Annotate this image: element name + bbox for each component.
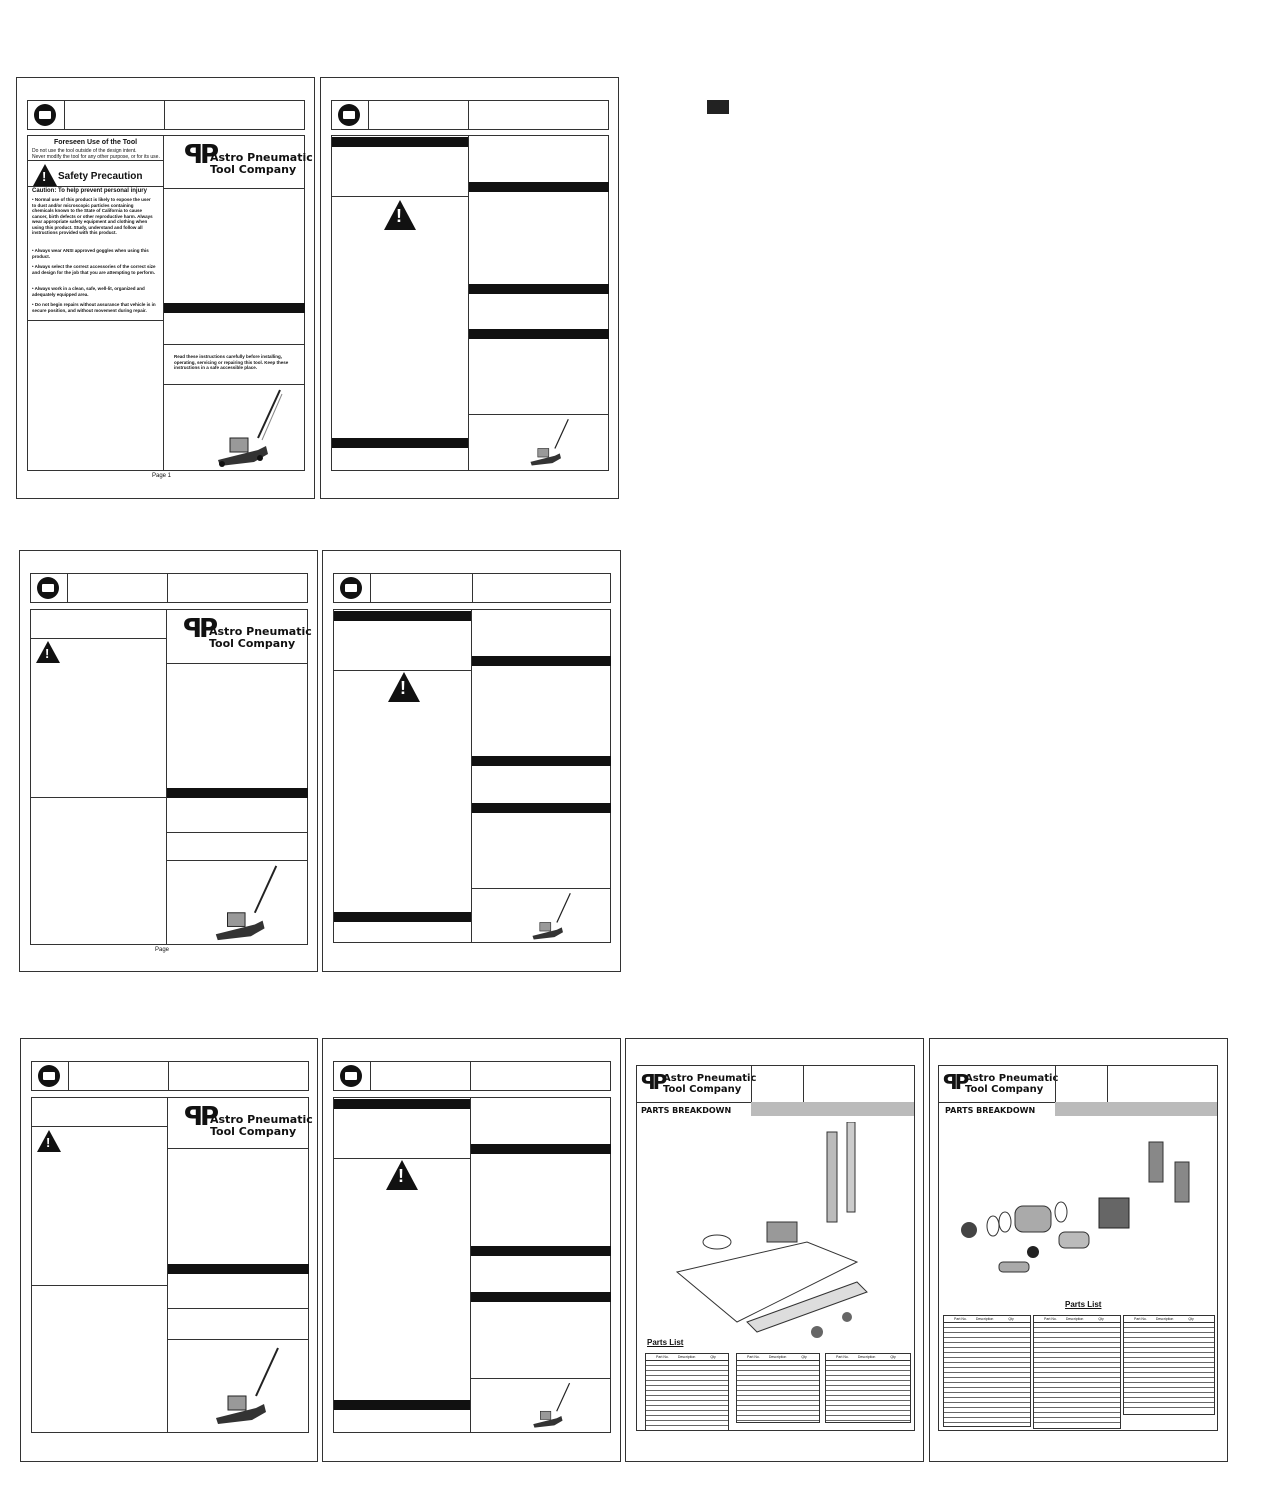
parts-table [943,1315,1031,1427]
col-part-no: Part No. [954,1317,967,1321]
page-body [27,135,313,471]
warning-icon [37,1130,61,1152]
col-part-no: Part No. [747,1355,760,1359]
parts-table [825,1353,911,1423]
caution-text: Caution: To help prevent personal injury [32,188,147,194]
parts-table [1123,1315,1215,1415]
page-number: Page 1 [152,473,172,479]
safety-bullet: • Do not begin repairs without assurance that vehicle is in secure position, and without movement during repair. [32,302,156,313]
black-marker-block [707,100,729,114]
safety-bullet: • Always work in a clean, safe, well-lit, organized and adequately equipped area. [32,286,145,297]
parts-body [636,1065,915,1431]
col-part-no: Part No. [1044,1317,1057,1321]
parts-breakdown-page-1 [625,1038,924,1462]
manual-page-5 [20,1038,318,1462]
warning-icon [36,641,60,663]
floor-jack-image [211,864,283,944]
col-description: Description [857,1355,876,1359]
col-description: Description [677,1355,696,1359]
company-logo: ꟼP Astro Pneumatic Tool Company [183,614,312,650]
parts-breakdown-title: PARTS BREAKDOWN [641,1106,732,1115]
company-logo: ꟼP Astro Pneumatic Tool Company [641,1070,757,1095]
col-part-no: Part No. [836,1355,849,1359]
warning-icon [386,1160,418,1190]
parts-table [736,1353,820,1423]
page-header [331,100,609,130]
read-instructions-note: Read these instructions carefully before installing, operating, servicing or repairing this tool. Keep these instructions in a safe accessible place. [174,354,289,370]
safety-bullet: • Always wear ANSI approved goggles when using this product. [32,248,149,259]
col-part-no: Part No. [656,1355,669,1359]
manual-book-icon [37,577,59,599]
col-part-no: Part No. [1134,1317,1147,1321]
page-header [333,573,611,603]
page-body [333,1097,611,1433]
parts-table [1033,1315,1121,1429]
floor-jack-image [214,388,286,470]
floor-jack-image [212,1344,284,1430]
col-qty: Qty [1188,1317,1194,1321]
page-header [31,1061,309,1091]
foreseen-use-title: Foreseen Use of the Tool [53,139,138,146]
manual-page-3 [19,550,318,972]
manual-page-6 [322,1038,621,1462]
manual-book-icon [340,1065,362,1087]
col-qty: Qty [890,1355,896,1359]
company-logo: ꟼP Astro Pneumatic Tool Company [943,1070,1059,1095]
pump-exploded-diagram [949,1122,1211,1292]
warning-icon [384,200,416,230]
warning-icon [388,672,420,702]
manual-book-icon [338,104,360,126]
foreseen-use-line: Do not use the tool outside of the design intent. [32,148,137,154]
floor-jack-image [530,892,574,942]
jack-exploded-diagram [657,1122,907,1352]
company-logo: ꟼP Astro Pneumatic Tool Company [184,140,313,176]
col-qty: Qty [710,1355,716,1359]
floor-jack-image [528,418,572,468]
page-body [333,609,611,943]
safety-bullet: • Normal use of this product is likely to expose the user to dust and/or microscopic particles containing chemicals known to the State of California to cause cancer, birth defects or other reproductive harm. Always wear appropriate safety equipment and clothing when using this product. Study, understand and follow all instructions provided with this product. [32,197,153,235]
floor-jack-image [530,1382,574,1430]
parts-table [645,1353,729,1431]
safety-bullet: • Always select the correct accessories of the correct size and design for the job that you are attempting to perform. [32,264,156,275]
page-body [331,135,609,471]
manual-page-4 [322,550,621,972]
manual-book-icon [340,577,362,599]
col-description: Description [1155,1317,1174,1321]
parts-body [938,1065,1218,1431]
manual-book-icon [38,1065,60,1087]
col-qty: Qty [1008,1317,1014,1321]
parts-breakdown-page-2 [929,1038,1228,1462]
col-description: Description [768,1355,787,1359]
col-description: Description [975,1317,994,1321]
manual-page-1 [16,77,315,499]
warning-icon [33,164,57,186]
parts-breakdown-title: PARTS BREAKDOWN [945,1106,1036,1115]
safety-precaution-title: Safety Precaution [58,171,143,182]
company-logo: ꟼP Astro Pneumatic Tool Company [184,1102,313,1138]
manual-page-2 [320,77,619,499]
page-header [333,1061,611,1091]
col-qty: Qty [801,1355,807,1359]
parts-list-title: Parts List [1065,1300,1102,1309]
foreseen-use-line: Never modify the tool for any other purpose, or for its use. [32,154,160,160]
parts-list-title: Parts List [647,1338,684,1347]
page-body [30,609,312,945]
manual-book-icon [34,104,56,126]
col-qty: Qty [1098,1317,1104,1321]
col-description: Description [1065,1317,1084,1321]
page-header [27,100,305,130]
page-header [30,573,308,603]
page-number: Page [155,947,170,953]
page-body [31,1097,313,1433]
